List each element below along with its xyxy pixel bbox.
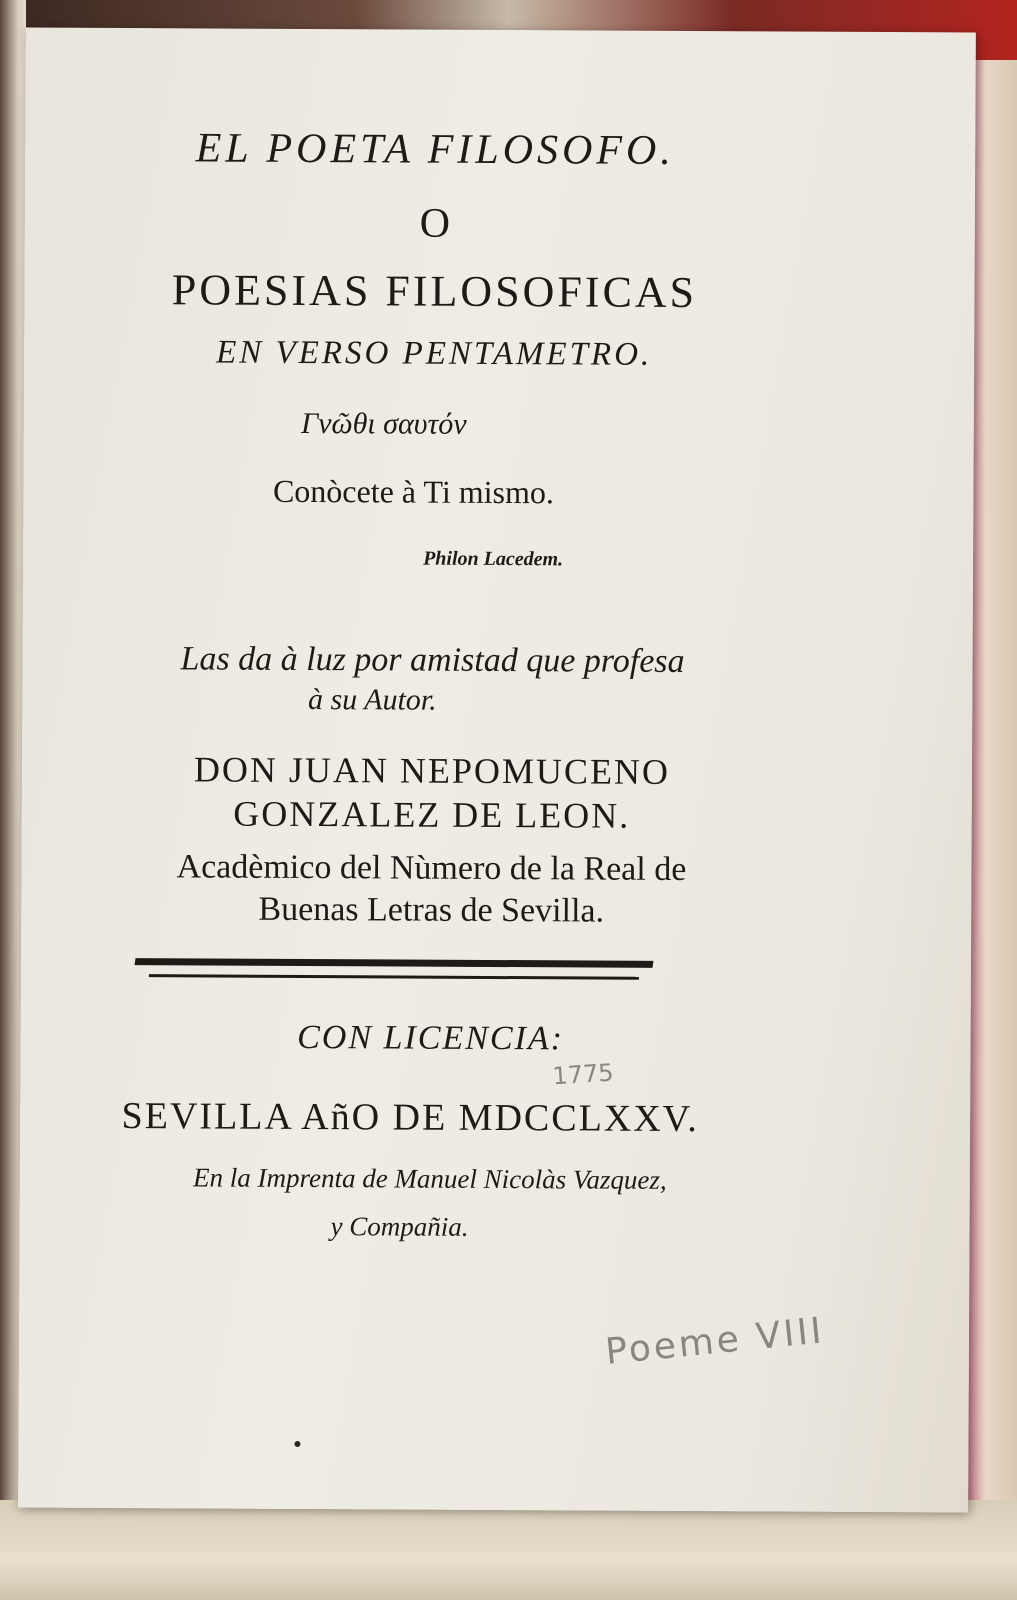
editor-title-line2: Buenas Letras de Sevilla. <box>258 890 605 930</box>
editor-name-line1: DON JUAN NEPOMUCENO <box>193 749 671 792</box>
printer-line2: y Compañia. <box>330 1211 469 1242</box>
pencil-shelfmark-annotation: Poeme VIII <box>603 1310 827 1373</box>
motto-translation: Conòcete à Ti mismo. <box>272 472 555 511</box>
publisher-note-line2: à su Autor. <box>307 683 437 717</box>
motto-attribution: Philon Lacedem. <box>423 547 564 571</box>
printer-line1: En la Imprenta de Manuel Nicolàs Vazquez, <box>192 1162 667 1195</box>
book-subtitle: POESIAS FILOSOFICAS <box>171 265 698 318</box>
editor-title-line1: Acadèmico del Nùmero de la Real de <box>176 848 687 888</box>
place-year-line: SEVILLA AñO DE MDCCLXXV. <box>121 1095 699 1141</box>
book-title: EL POETA FILOSOFO. <box>195 125 675 174</box>
pencil-year-annotation: 1775 <box>551 1058 615 1091</box>
title-conjunction: O <box>419 200 451 247</box>
title-page <box>18 28 976 1513</box>
background-bottom <box>0 1500 1017 1600</box>
editor-name-line2: GONZALEZ DE LEON. <box>233 793 631 836</box>
publisher-note-line1: Las da à luz por amistad que profesa <box>180 640 685 680</box>
license-line: CON LICENCIA: <box>297 1018 565 1058</box>
divider-thick <box>134 958 653 968</box>
greek-motto: Γνῶθι σαυτόν <box>300 406 467 441</box>
ink-dot <box>294 1441 300 1447</box>
divider-thin <box>149 974 639 980</box>
verse-form: EN VERSO PENTAMETRO. <box>216 334 653 373</box>
